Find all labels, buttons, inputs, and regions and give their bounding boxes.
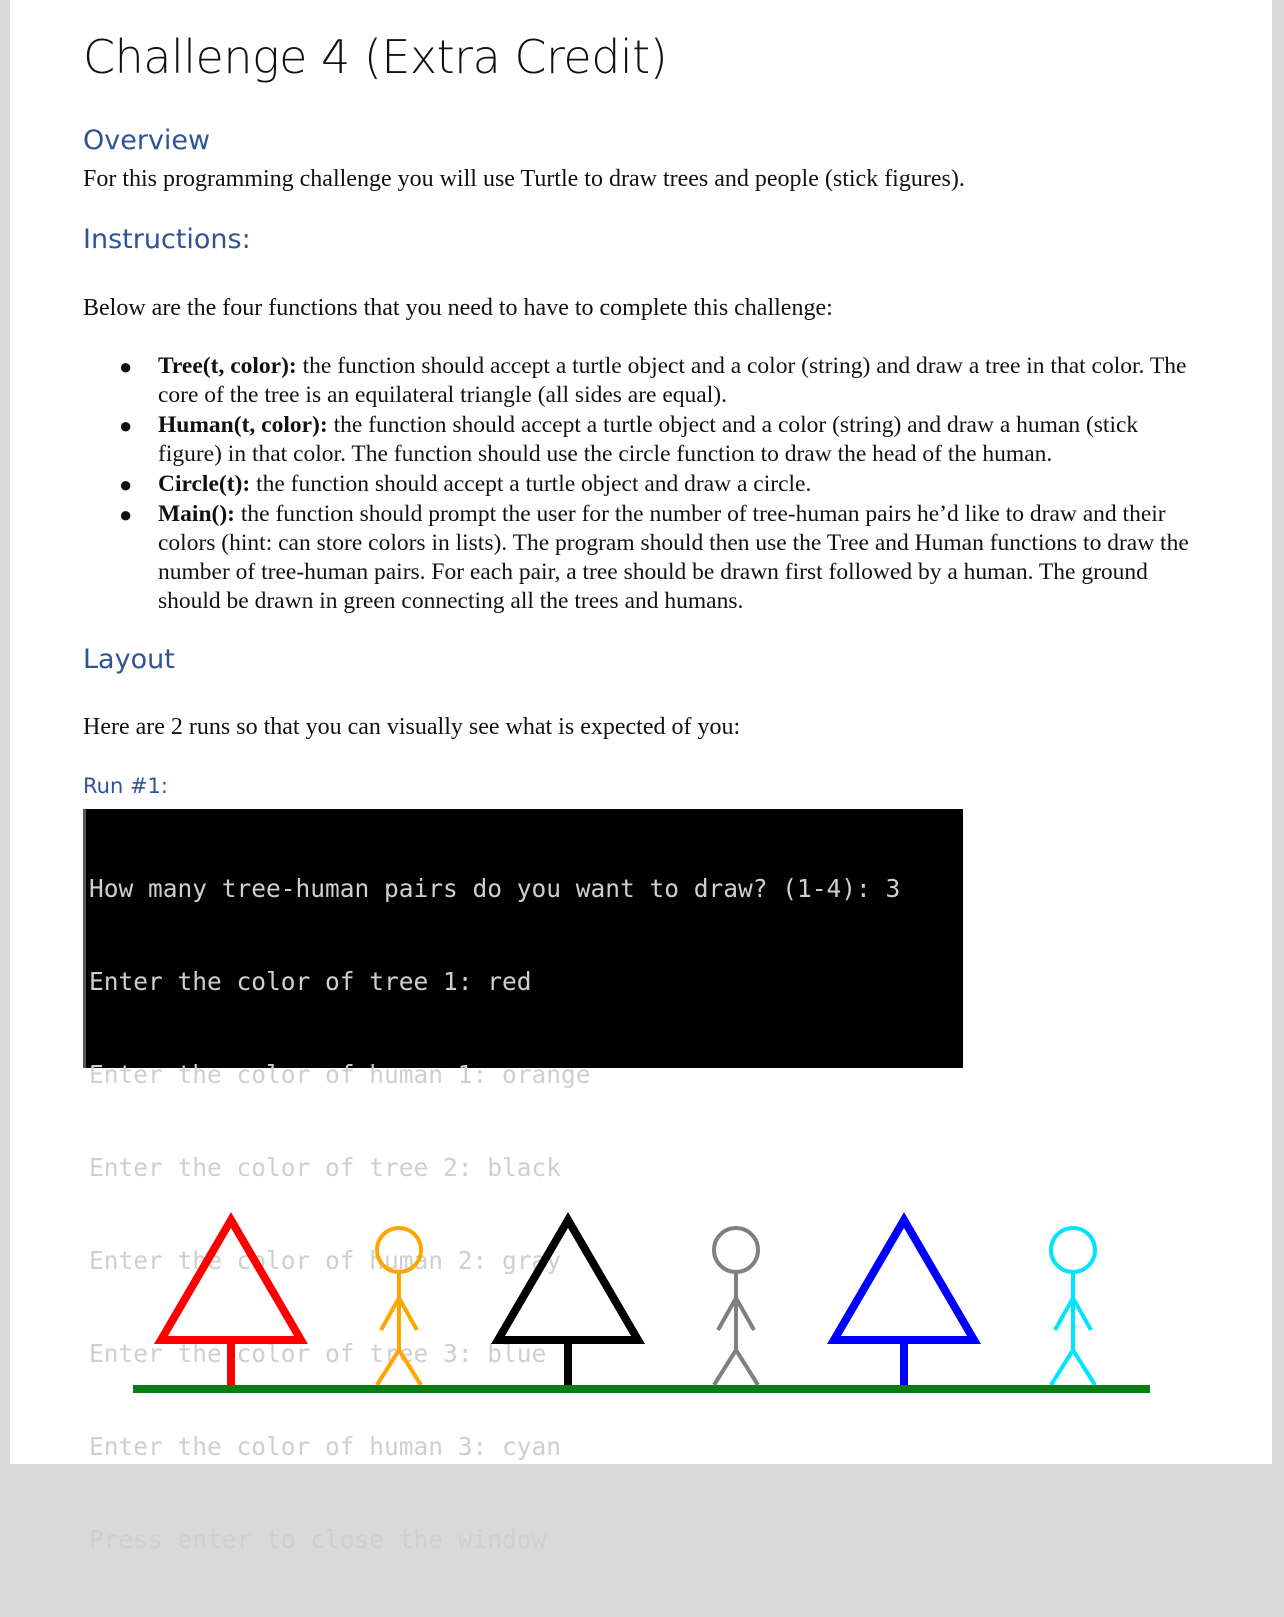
tree-figure — [161, 1220, 301, 1387]
human-left-leg — [714, 1350, 736, 1385]
run-label: Run #1: — [83, 774, 168, 798]
tree-triangle — [161, 1220, 301, 1340]
human-left-arm — [381, 1298, 399, 1330]
console-line: Enter the color of human 3: cyan — [89, 1432, 562, 1461]
tree-triangle — [834, 1220, 974, 1340]
list-item — [83, 470, 1203, 499]
layout-intro: Here are 2 runs so that you can visually see what is expected of you: — [83, 714, 741, 740]
list-item — [83, 352, 1203, 410]
overview-heading: Overview — [83, 125, 211, 156]
human-right-leg — [1073, 1350, 1095, 1385]
function-list — [83, 352, 1203, 617]
function-name: Main(): — [158, 501, 236, 527]
list-item — [83, 411, 1203, 469]
function-description: the function should accept a turtle object and draw a circle. — [250, 471, 812, 497]
human-left-arm — [718, 1298, 736, 1330]
instructions-intro: Below are the four functions that you need to have to complete this challenge: — [83, 295, 833, 321]
human-head — [377, 1228, 421, 1272]
bullet-icon: ● — [119, 472, 133, 497]
bullet-icon: ● — [119, 413, 133, 438]
page-title: Challenge 4 (Extra Credit) — [83, 30, 668, 84]
function-name: Circle(t): — [158, 471, 251, 497]
console-line: How many tree-human pairs do you want to draw? (1-4): 3 — [89, 874, 901, 903]
tree-figure — [834, 1220, 974, 1387]
human-left-leg — [1051, 1350, 1073, 1385]
human-figure — [377, 1228, 421, 1385]
console-line: Enter the color of tree 1: red — [89, 967, 532, 996]
list-item — [83, 500, 1203, 616]
console-line: Enter the color of human 1: orange — [89, 1060, 591, 1089]
function-name: Human(t, color): — [158, 412, 328, 438]
human-right-leg — [399, 1350, 421, 1385]
console-line: Press enter to close the window — [89, 1525, 547, 1554]
document-page — [10, 0, 1272, 1554]
turtle-drawing — [10, 1200, 1272, 1420]
human-left-leg — [377, 1350, 399, 1385]
tree-figure — [498, 1220, 638, 1387]
human-right-arm — [736, 1298, 754, 1330]
function-description: the function should accept a turtle object and a color (string) and draw a human (stick figure) in that color. The function should use the circle function to draw the head of the human. — [158, 412, 1139, 467]
layout-heading: Layout — [83, 644, 175, 675]
instructions-heading: Instructions: — [83, 224, 251, 255]
tree-triangle — [498, 1220, 638, 1340]
overview-text: For this programming challenge you will use Turtle to draw trees and people (stick figures). — [83, 166, 965, 192]
console-output — [83, 809, 963, 1554]
human-right-arm — [399, 1298, 417, 1330]
function-description: the function should prompt the user for the number of tree-human pairs he’d like to draw and their colors (hint: can store colors in lists). The program should then use the Tree and Human functions to draw the number of tree-human pairs. For each pair, a tree should be drawn first followed by a human. The ground should be drawn in green connecting all the trees and humans. — [158, 501, 1189, 614]
function-name: Tree(t, color): — [158, 353, 297, 379]
console-line: Enter the color of tree 3: blue — [89, 1339, 547, 1368]
console-line: Enter the color of tree 2: black — [89, 1153, 562, 1182]
human-left-arm — [1055, 1298, 1073, 1330]
bullet-icon: ● — [119, 354, 133, 379]
human-head — [1051, 1228, 1095, 1272]
human-figure — [1051, 1228, 1095, 1385]
human-right-arm — [1073, 1298, 1091, 1330]
console-line: Enter the color of human 2: gray — [89, 1246, 562, 1275]
bullet-icon: ● — [119, 502, 133, 527]
human-figure — [714, 1228, 758, 1385]
human-head — [714, 1228, 758, 1272]
function-description: the function should accept a turtle object and a color (string) and draw a tree in that color. The core of the tree is an equilateral triangle (all sides are equal). — [158, 353, 1187, 408]
human-right-leg — [736, 1350, 758, 1385]
